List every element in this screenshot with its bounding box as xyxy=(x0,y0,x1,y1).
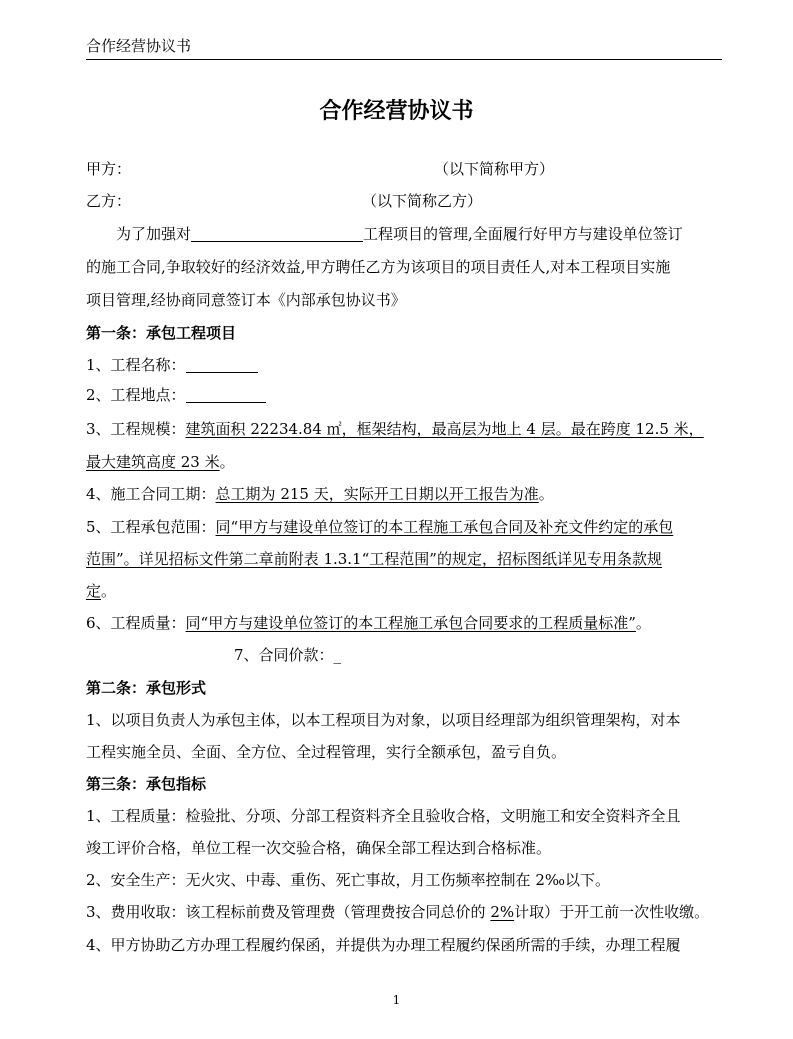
party-b-line xyxy=(86,190,726,212)
contract-scope-line-3: 定。 xyxy=(86,582,117,600)
contract-scope-line-2 xyxy=(86,548,726,570)
article-3-item-4: 4、甲方协助乙方办理工程履约保函，并提供为办理工程履约保函所需的手续，办理工程履 xyxy=(86,936,681,954)
article-3-item-3: 3、费用收取：该工程标前费及管理费（管理费按合同总价的 2%计取）于开工前一次性收缴。 xyxy=(86,903,710,921)
project-quality-text: 同“甲方与建设单位签订的本工程施工承包合同要求的工程质量标准” xyxy=(185,614,636,632)
contract-period-line: 4、施工合同工期：总工期为 215 天，实际开工日期以开工报告为准。 xyxy=(86,485,554,503)
article-1-heading: 第一条：承包工程项目 xyxy=(86,324,237,342)
intro-line-3: 项目管理,经协商同意签订本《内部承包协议书》 xyxy=(86,291,406,309)
project-quality-label: 6、工程质量： xyxy=(86,614,186,632)
party-a-line xyxy=(86,158,726,180)
article-3-heading: 第三条：承包指标 xyxy=(86,775,207,793)
project-quality-line: 6、工程质量：同“甲方与建设单位签订的本工程施工承包合同要求的工程质量标准”。 xyxy=(86,614,651,632)
intro-text-b: 工程项目的管理,全面履行好甲方与建设单位签订 xyxy=(363,225,683,243)
party-a-note: （以下简称甲方） xyxy=(434,160,555,178)
project-location-field xyxy=(186,386,266,403)
contract-price-line xyxy=(234,644,793,666)
project-scale-text-1: 建筑面积 22234.84 ㎡，框架结构，最高层为地上 4 层。最在跨度 12.5 米， xyxy=(185,420,704,438)
contract-scope-label: 5、工程承包范围： xyxy=(86,518,216,536)
contract-scope-text-2: 范围”。详见招标文件第二章前附表 1.3.1“工程范围”的规定，招标图纸详见专用条款规 xyxy=(86,550,662,568)
intro-text-a: 为了加强对 xyxy=(116,225,192,243)
article-3-item-2: 2、安全生产：无火灾、中毒、重伤、死亡事故，月工伤频率控制在 2‰以下。 xyxy=(86,871,610,889)
project-location-label: 2、工程地点： xyxy=(86,386,186,404)
project-scale-label: 3、工程规模： xyxy=(86,420,186,438)
document-title: 合作经营协议书 xyxy=(319,98,474,124)
project-scale-line-1 xyxy=(86,418,726,440)
project-scale-text-2: 最大建筑高度 23 米 xyxy=(86,453,220,471)
party-b-label: 乙方： xyxy=(86,192,132,210)
contract-period-label: 4、施工合同工期： xyxy=(86,485,216,503)
header-rule xyxy=(86,59,722,60)
party-a-label: 甲方： xyxy=(86,160,132,178)
project-location-line xyxy=(86,384,726,406)
article-3-item-1-line-2: 竣工评价合格，单位工程一次交验合格，确保全部工程达到合格标准。 xyxy=(86,839,552,857)
project-name-line xyxy=(86,354,726,376)
contract-period-text: 总工期为 215 天，实际开工日期以开工报告为准 xyxy=(215,485,539,503)
page-number: 1 xyxy=(392,993,401,1007)
article-2-line-1: 1、以项目负责人为承包主体，以本工程项目为对象，以项目经理部为组织管理架构，对本 xyxy=(86,711,681,729)
party-b-note: （以下简称乙方） xyxy=(362,192,483,210)
article-2-line-2: 工程实施全员、全面、全方位、全过程管理，实行全额承包，盈亏自负。 xyxy=(86,743,567,761)
intro-line-1 xyxy=(116,223,756,245)
contract-scope-text-3: 定 xyxy=(86,582,102,600)
article-2-heading: 第二条：承包形式 xyxy=(86,679,207,697)
contract-scope-text-1: 同“甲方与建设单位签订的本工程施工承包合同及补充文件约定的承包 xyxy=(215,518,674,536)
project-scale-line-2: 最大建筑高度 23 米。 xyxy=(86,453,235,471)
project-name-blank xyxy=(191,225,363,242)
contract-price-blank: _ xyxy=(333,646,342,664)
management-fee-rate: 2% xyxy=(490,903,515,921)
contract-price-label: 7、合同价款： xyxy=(234,646,334,664)
project-name-field xyxy=(186,356,258,373)
running-header: 合作经营协议书 xyxy=(86,37,192,55)
contract-scope-line-1 xyxy=(86,516,726,538)
article-3-item-1-line-1: 1、工程质量：检验批、分项、分部工程资料齐全且验收合格，文明施工和安全资料齐全且 xyxy=(86,807,681,825)
intro-line-2: 的施工合同,争取较好的经济效益,甲方聘任乙方为该项目的项目责任人,对本工程项目实施 xyxy=(86,258,671,276)
project-name-label: 1、工程名称： xyxy=(86,356,186,374)
